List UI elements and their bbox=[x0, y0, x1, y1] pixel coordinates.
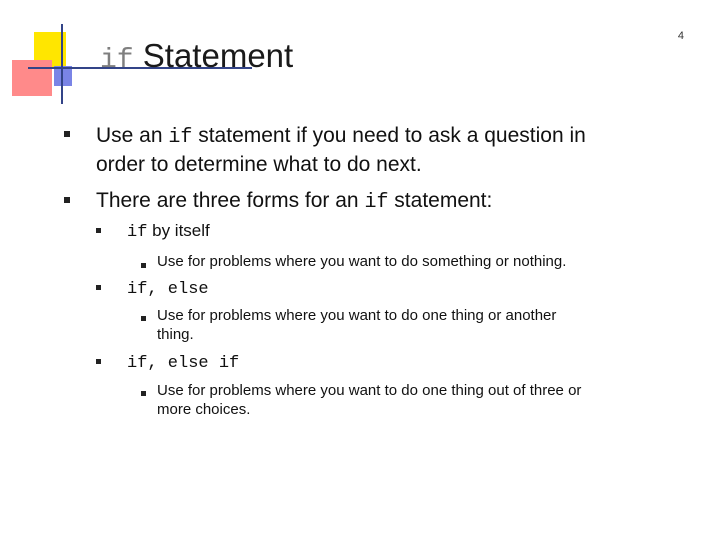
bullet-square-icon bbox=[141, 316, 146, 321]
form-3: if, else if bbox=[127, 354, 240, 373]
form-3-description: Use for problems where you want to do one thing out of three or more choices. bbox=[157, 382, 582, 418]
decor-blue-block bbox=[54, 66, 72, 86]
title-text: Statement bbox=[133, 37, 294, 74]
form-1: if by itself bbox=[127, 221, 210, 242]
page-number: 4 bbox=[677, 30, 684, 42]
bullet-square-icon bbox=[96, 359, 101, 364]
form-2-description: Use for problems where you want to do one thing or another thing. bbox=[157, 307, 557, 343]
bullet-square-icon bbox=[141, 391, 146, 396]
bullet-square-icon bbox=[141, 263, 146, 268]
form-2: if, else bbox=[127, 280, 209, 299]
decor-red-block bbox=[12, 60, 52, 96]
form-1-description: Use for problems where you want to do something or nothing. bbox=[157, 253, 567, 270]
bullet-square-icon bbox=[64, 197, 70, 203]
bullet-square-icon bbox=[96, 285, 101, 290]
bullet-1: Use an if statement if you need to ask a question in order to determine what to do next. bbox=[96, 124, 586, 176]
slide-title bbox=[100, 37, 293, 76]
title-code: if bbox=[100, 45, 134, 76]
decor-vertical-line bbox=[61, 24, 63, 104]
bullet-square-icon bbox=[96, 228, 101, 233]
bullet-2: There are three forms for an if statement: bbox=[96, 189, 493, 214]
bullet-square-icon bbox=[64, 131, 70, 137]
